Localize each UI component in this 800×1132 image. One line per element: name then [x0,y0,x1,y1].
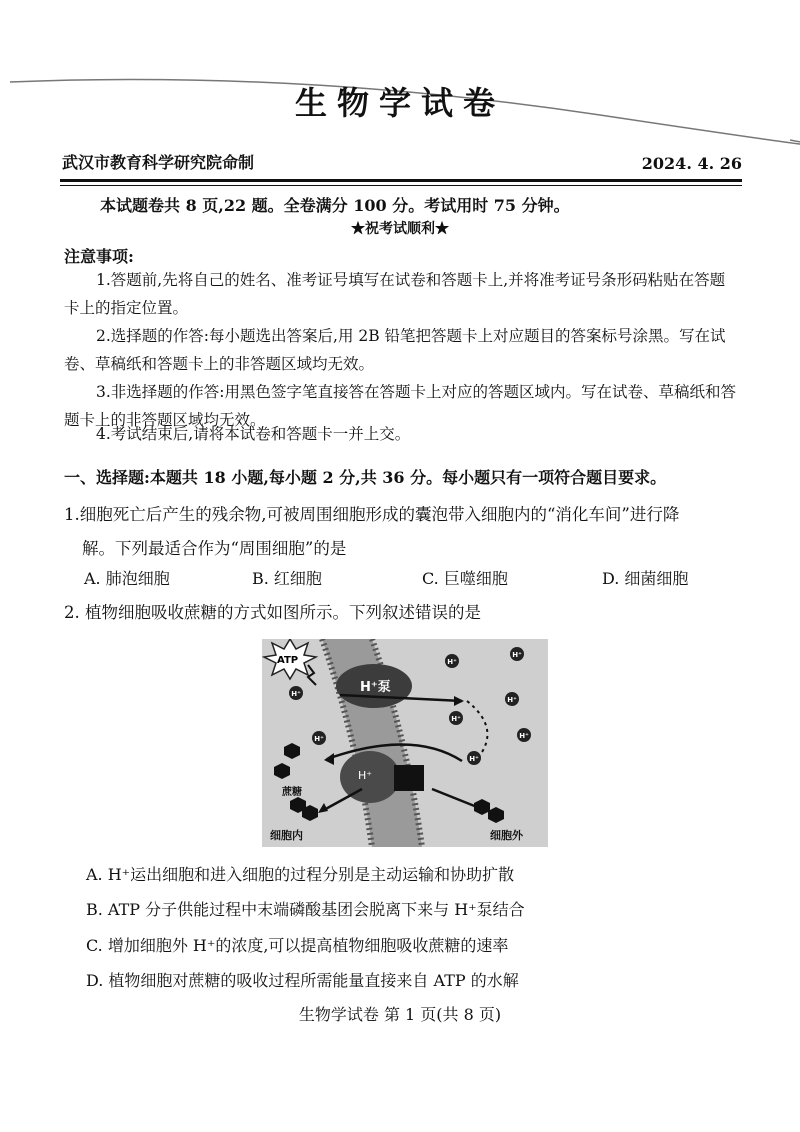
note-item-1: 1.答题前,先将自己的姓名、准考证号填写在试卷和答题卡上,并将准考证号条形码粘贴在答题卡上的指定位置。 [64,271,726,317]
atp-label: ATP [277,655,299,666]
question-2-stem: 2. 植物细胞吸收蔗糖的方式如图所示。下列叙述错误的是 [64,603,481,622]
section-heading: 一、选择题:本题共 18 小题,每小题 2 分,共 36 分。每小题只有一项符合题目要求。 [64,468,667,487]
question-1-line-1: 1.细胞死亡后产生的残余物,可被周围细胞形成的囊泡带入细胞内的“消化车间”进行降 [64,505,680,524]
inside-label: 细胞内 [270,829,303,842]
sucrose-label: 蔗糖 [282,787,302,798]
h-ion-label: H⁺ [291,690,301,698]
cotransporter-label: H⁺ [358,769,373,782]
scan-curve-decoration [0,0,800,150]
header-rule-thin [60,185,742,186]
good-luck-line: ★祝考试顺利★ [351,221,449,237]
page-title: 生物学试卷 [294,84,505,122]
proton-pump-label: H⁺泵 [360,680,391,695]
q1-option-b: B. 红细胞 [252,569,322,588]
q2-option-d: D. 植物细胞对蔗糖的吸收过程所需能量直接来自 ATP 的水解 [86,971,519,990]
q1-option-c: C. 巨噬细胞 [422,569,508,588]
sucrose-transport-figure [262,639,548,847]
issuer-text: 武汉市教育科学研究院命制 [62,153,255,172]
note-item-3: 3.非选择题的作答:用黑色签字笔直接答在答题卡上对应的答题区域内。写在试卷、草稿纸和答题卡上的非答题区域均无效。 [64,383,737,429]
q2-option-c: C. 增加细胞外 H⁺的浓度,可以提高植物细胞吸收蔗糖的速率 [86,936,509,955]
h-ion-label: H⁺ [451,715,461,723]
question-1-options [84,566,734,589]
h-ion-label: H⁺ [314,735,324,743]
h-ion-label: H⁺ [447,658,457,666]
question-1-line-2: 解。下列最适合作为“周围细胞”的是 [82,539,347,558]
note-item-4: 4.考试结束后,请将本试卷和答题卡一并上交。 [96,425,411,443]
q1-option-d: D. 细菌细胞 [602,569,689,588]
header-rule-thick [60,179,742,182]
q2-option-a: A. H⁺运出细胞和进入细胞的过程分别是主动运输和协助扩散 [86,865,515,884]
notes-heading: 注意事项: [64,247,134,266]
q2-option-b: B. ATP 分子供能过程中末端磷酸基团会脱离下来与 H⁺泵结合 [86,900,525,919]
page-footer: 生物学试卷 第 1 页(共 8 页) [298,1005,502,1024]
question-1 [64,498,744,566]
header-row [62,150,742,173]
exam-intro: 本试题卷共 8 页,22 题。全卷满分 100 分。考试用时 75 分钟。 [100,196,570,215]
h-ion-label: H⁺ [469,755,479,763]
h-ion-label: H⁺ [519,732,529,740]
q1-option-a: A. 肺泡细胞 [84,569,170,588]
outside-label: 细胞外 [490,829,523,842]
h-ion-label: H⁺ [507,696,517,704]
h-ion-label: H⁺ [512,651,522,659]
cotransporter-channel [394,765,424,791]
exam-date: 2024. 4. 26 [641,154,742,173]
note-item-2: 2.选择题的作答:每小题选出答案后,用 2B 铅笔把答题卡上对应题目的答案标号涂黑。写在试卷、草稿纸和答题卡上的非答题区域均无效。 [64,327,726,373]
